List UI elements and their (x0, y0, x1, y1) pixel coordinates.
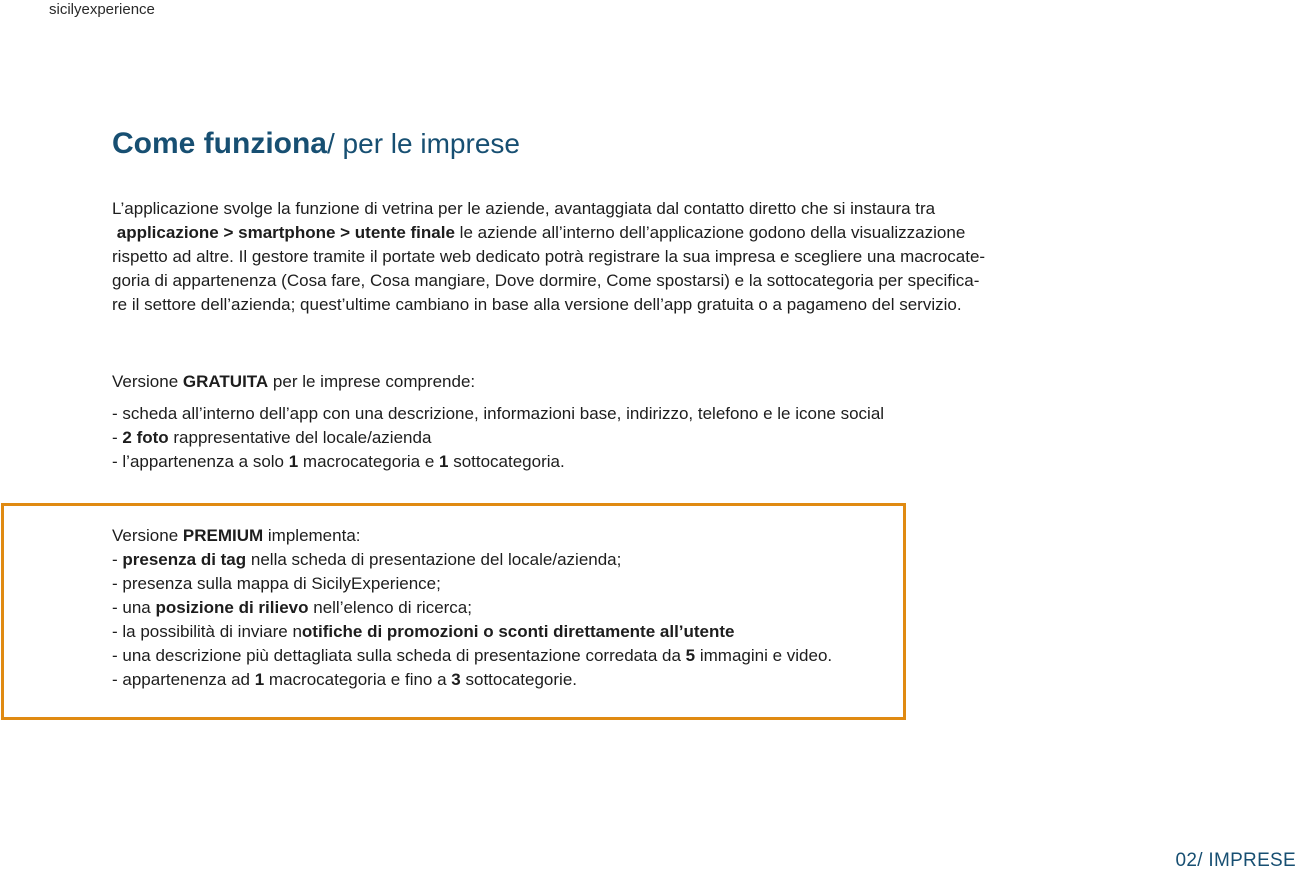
premium-box (1, 503, 906, 720)
heading-text: Versione (112, 526, 183, 545)
free-version-heading (112, 370, 475, 394)
list-item (112, 644, 832, 668)
item-text: sottocategorie. (460, 670, 578, 689)
item-bold: otifiche di promozioni o sconti direttamente all’utente (301, 622, 735, 641)
heading-text: implementa: (263, 526, 361, 545)
item-bold: 1 (254, 670, 265, 689)
item-text: - l’appartenenza a solo (112, 452, 289, 471)
list-item (112, 548, 832, 572)
item-text: - la possibilità di inviare n (112, 622, 302, 641)
page-number-label: 02/ IMPRESE (1175, 850, 1296, 871)
list-item: - presenza sulla mappa di SicilyExperience; (112, 574, 441, 593)
item-bold: posizione di rilievo (155, 598, 309, 617)
free-features-list (112, 402, 884, 474)
item-bold: presenza di tag (122, 550, 247, 569)
item-text: - una descrizione più dettagliata sulla scheda di presentazione corredata da (112, 646, 686, 665)
list-item (112, 620, 832, 644)
intro-line: L’applicazione svolge la funzione di vetrina per le aziende, avantaggiata dal contatto diretto che si instaura tra (112, 199, 936, 218)
intro-line: re il settore dell’azienda; quest’ultime cambiano in base alla versione dell’app gratuita o a pagameno del servizio. (112, 295, 962, 314)
intro-line: rispetto ad altre. Il gestore tramite il portate web dedicato potrà registrare la sua impresa e scegliere una macrocate- (112, 247, 986, 266)
item-bold: 2 foto (122, 428, 169, 447)
item-text: - appartenenza ad (112, 670, 255, 689)
free-label: GRATUITA (182, 372, 269, 391)
list-item: - scheda all’interno dell’app con una descrizione, informazioni base, indirizzo, telefono e le icone social (112, 404, 885, 423)
list-item (112, 668, 832, 692)
item-text: - (112, 550, 123, 569)
premium-heading (112, 524, 832, 548)
item-text: nell’elenco di ricerca; (308, 598, 472, 617)
premium-features-list (112, 524, 832, 692)
list-item (112, 596, 832, 620)
title-sub: per le imprese (334, 128, 520, 159)
item-text: - (112, 428, 123, 447)
item-text: macrocategoria e (298, 452, 439, 471)
heading-text: Versione (112, 372, 183, 391)
item-text: macrocategoria e fino a (264, 670, 452, 689)
premium-label: PREMIUM (182, 526, 264, 545)
item-bold: 1 (439, 452, 449, 471)
intro-flow-bold: applicazione > smartphone > utente finale (116, 223, 455, 242)
heading-text: per le imprese comprende: (268, 372, 476, 391)
page-title (112, 124, 520, 161)
intro-line (112, 221, 1007, 245)
item-bold: 3 (451, 670, 461, 689)
intro-paragraph (112, 197, 1007, 317)
list-item (112, 426, 884, 450)
intro-line-rest: le aziende all’interno dell’applicazione godono della visualizzazione (454, 223, 966, 242)
item-bold: 5 (685, 646, 696, 665)
intro-line: goria di appartenenza (Cosa fare, Cosa mangiare, Dove dormire, Come spostarsi) e la sottocategoria per specifica- (112, 271, 980, 290)
item-text: rappresentative del locale/azienda (168, 428, 432, 447)
item-bold: 1 (288, 452, 299, 471)
title-separator: / (327, 128, 335, 159)
item-text: nella scheda di presentazione del locale/azienda; (246, 550, 622, 569)
item-text: sottocategoria. (448, 452, 565, 471)
list-item (112, 450, 884, 474)
title-main: Come funziona (112, 127, 327, 160)
item-text: immagini e video. (695, 646, 833, 665)
item-text: - una (112, 598, 156, 617)
brand-label: sicilyexperience (49, 1, 155, 18)
